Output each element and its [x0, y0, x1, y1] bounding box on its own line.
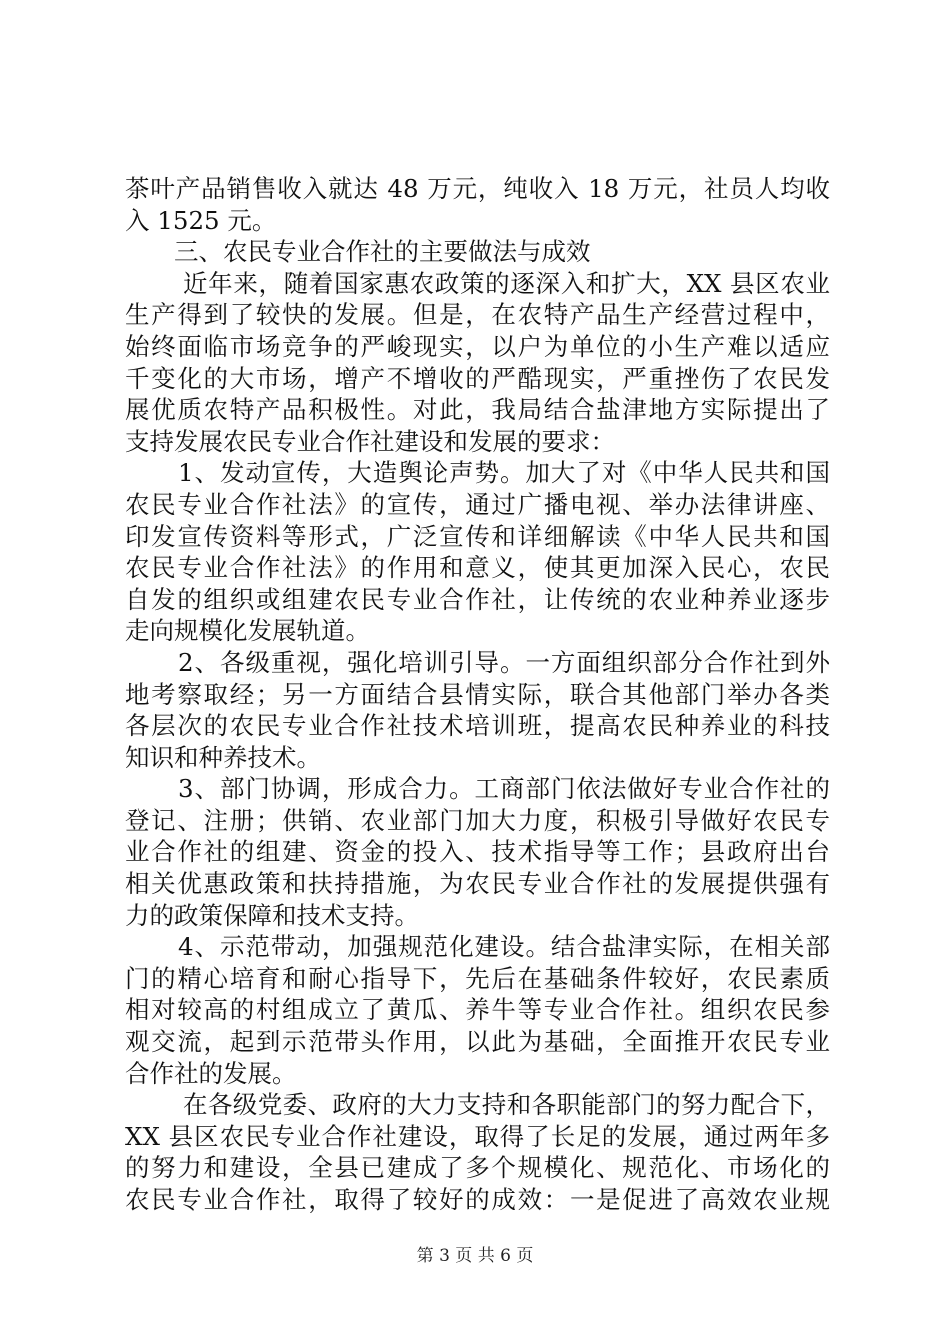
text-line: 近年来，随着国家惠农政策的逐深入和扩大，XX 县区农业	[183, 268, 830, 298]
text-line: 支持发展农民专业合作社建设和发展的要求：	[125, 426, 615, 456]
text-line: 走向规模化发展轨道。	[125, 616, 370, 646]
text-line: 登记、注册；供销、农业部门加大力度，积极引导做好农民专	[125, 805, 830, 835]
text-line: 4、示范带动，加强规范化建设。结合盐津实际，在相关部	[178, 932, 830, 962]
text-line: 1、发动宣传，大造舆论声势。加大了对《中华人民共和国	[178, 458, 830, 488]
text-line: 始终面临市场竞争的严峻现实，以户为单位的小生产难以适应	[125, 331, 830, 361]
text-line: 门的精心培育和耐心指导下，先后在基础条件较好，农民素质	[125, 963, 830, 993]
text-line: 农民专业合作社，取得了较好的成效：一是促进了高效农业规	[125, 1185, 830, 1214]
text-line: 合作社的发展。	[125, 1058, 297, 1088]
body-text	[125, 173, 830, 1216]
text-line: 印发宣传资料等形式，广泛宣传和详细解读《中华人民共和国	[125, 521, 830, 551]
text-line: 相对较高的村组成立了黄瓜、养牛等专业合作社。组织农民参	[125, 995, 830, 1025]
text-line: 知识和种养技术。	[125, 742, 321, 772]
text-line: 自发的组织或组建农民专业合作社，让传统的农业种养业逐步	[125, 584, 830, 614]
text-line: 农民专业合作社法》的作用和意义，使其更加深入民心，农民	[125, 553, 830, 583]
page-footer: 第 3 页 共 6 页	[416, 1246, 534, 1266]
text-line: 展优质农特产品积极性。对此，我局结合盐津地方实际提出了	[125, 395, 830, 425]
text-line: 3、部门协调，形成合力。工商部门依法做好专业合作社的	[178, 774, 830, 804]
text-line: 茶叶产品销售收入就达 48 万元，纯收入 18 万元，社员人均收	[125, 174, 830, 203]
text-line: 三、农民专业合作社的主要做法与成效	[174, 237, 591, 267]
text-line: 各层次的农民专业合作社技术培训班，提高农民种养业的科技	[125, 711, 830, 741]
text-line: 相关优惠政策和扶持措施，为农民专业合作社的发展提供强有	[125, 869, 830, 899]
text-line: 力的政策保障和技术支持。	[125, 900, 419, 930]
text-line: 生产得到了较快的发展。但是，在农特产品生产经营过程中，	[125, 300, 830, 330]
text-line: 的努力和建设，全县已建成了多个规模化、规范化、市场化的	[125, 1153, 830, 1183]
text-line: 2、各级重视，强化培训引导。一方面组织部分合作社到外	[178, 647, 830, 677]
text-line: XX 县区农民专业合作社建设，取得了长足的发展，通过两年多	[125, 1121, 830, 1151]
text-line: 业合作社的组建、资金的投入、技术指导等工作；县政府出台	[125, 837, 830, 867]
text-line: 在各级党委、政府的大力支持和各职能部门的努力配合下，	[183, 1090, 830, 1120]
text-line: 入 1525 元。	[125, 205, 277, 235]
text-line: 千变化的大市场，增产不增收的严酷现实，严重挫伤了农民发	[125, 363, 830, 393]
text-line: 地考察取经；另一方面结合县情实际，联合其他部门举办各类	[125, 679, 830, 709]
text-line: 农民专业合作社法》的宣传，通过广播电视、举办法律讲座、	[125, 489, 830, 519]
text-line: 观交流，起到示范带头作用，以此为基础，全面推开农民专业	[125, 1027, 830, 1057]
